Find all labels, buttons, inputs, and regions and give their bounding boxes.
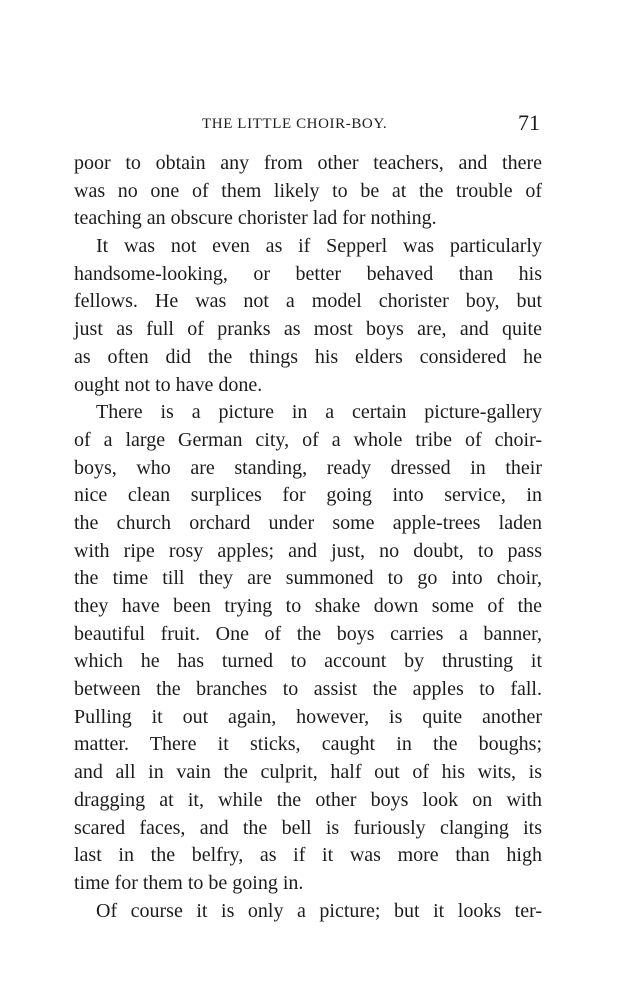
- text-line: scared faces, and the bell is furiously clanging its: [74, 816, 542, 839]
- text-line: Pulling it out again, however, is quite another: [74, 705, 542, 728]
- text-line: beautiful fruit. One of the boys carries a banner,: [74, 622, 542, 645]
- text-line: which he has turned to account by thrusting it: [74, 650, 542, 673]
- text-line: was no one of them likely to be at the trouble of: [74, 179, 542, 202]
- text-line: as often did the things his elders considered he: [74, 345, 542, 368]
- text-line: just as full of pranks as most boys are, and quite: [74, 318, 542, 341]
- running-title: THE LITTLE CHOIR-BOY.: [202, 116, 388, 132]
- text-line: they have been trying to shake down some of the: [74, 595, 542, 617]
- text-line: ought not to have done.: [74, 373, 263, 396]
- text-line: between the branches to assist the apples to fall.: [74, 678, 542, 701]
- text-line: poor to obtain any from other teachers, and there: [74, 152, 542, 174]
- text-line: the time till they are summoned to go into choir,: [74, 567, 542, 590]
- text-line: boys, who are standing, ready dressed in their: [74, 456, 542, 479]
- text-line: matter. There it sticks, caught in the boughs;: [74, 733, 542, 756]
- text-line: the church orchard under some apple-trees laden: [74, 511, 542, 534]
- text-line: Of course it is only a picture; but it looks ter-: [96, 899, 542, 922]
- text-line: last in the belfry, as if it was more than high: [74, 844, 542, 867]
- body-text: [74, 150, 542, 925]
- text-line: time for them to be going in.: [74, 871, 304, 894]
- text-line: fellows. He was not a model chorister boy, but: [74, 290, 542, 313]
- text-line: with ripe rosy apples; and just, no doubt, to pass: [74, 539, 542, 562]
- text-line: dragging at it, while the other boys look on with: [74, 788, 542, 811]
- page-number: 71: [518, 110, 540, 135]
- text-line: of a large German city, of a whole tribe of choir-: [74, 428, 542, 451]
- text-line: It was not even as if Sepperl was particularly: [96, 235, 542, 258]
- text-line: and all in vain the culprit, half out of his wits, is: [74, 761, 542, 784]
- running-head: [74, 110, 542, 140]
- text-line: handsome-looking, or better behaved than his: [74, 262, 542, 285]
- text-line: There is a picture in a certain picture-gallery: [96, 401, 542, 424]
- text-line: nice clean surplices for going into service, in: [74, 484, 542, 507]
- text-line: teaching an obscure chorister lad for nothing.: [74, 207, 437, 230]
